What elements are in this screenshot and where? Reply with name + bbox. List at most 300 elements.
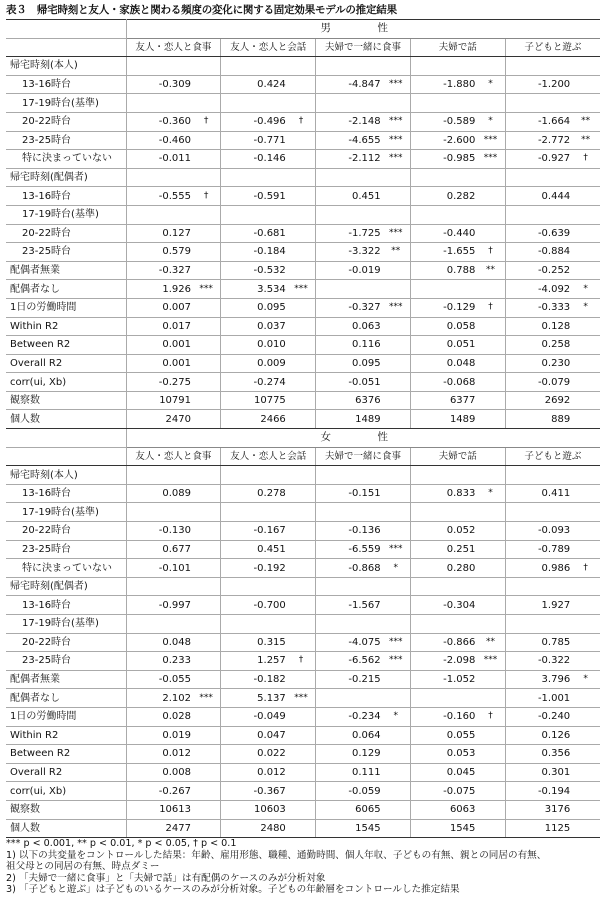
corner-cell (6, 38, 126, 57)
significance-cell (287, 466, 316, 485)
note-line: 祖父母との同居の有無、時点ダミー (6, 861, 160, 873)
significance-cell (382, 205, 411, 224)
coef-cell (126, 57, 192, 76)
significance-cell (192, 726, 221, 745)
column-header: 友人・恋人と食事 (126, 38, 221, 57)
coef-cell: 0.012 (126, 745, 192, 764)
coef-cell: -1.052 (410, 670, 476, 689)
significance-cell (571, 577, 600, 596)
coef-cell: -0.160 (410, 707, 476, 726)
coef-cell: 0.095 (316, 354, 382, 373)
significance-cell (571, 336, 600, 355)
coef-cell: -0.789 (505, 540, 571, 559)
significance-cell (287, 224, 316, 243)
coef-cell (505, 168, 571, 187)
significance-cell (571, 243, 600, 262)
significance-cell (571, 391, 600, 410)
coef-cell (316, 168, 382, 187)
row-label: 配偶者なし (6, 280, 126, 299)
significance-cell (287, 707, 316, 726)
significance-cell (192, 336, 221, 355)
coef-cell: 1.926 (126, 280, 192, 299)
coef-cell: 0.677 (126, 540, 192, 559)
row-label: 23-25時台 (6, 652, 126, 671)
coef-cell: 0.055 (410, 726, 476, 745)
significance-cell (192, 466, 221, 485)
coef-cell: 0.048 (126, 633, 192, 652)
column-header: 友人・恋人と会話 (221, 38, 316, 57)
table-row (6, 503, 600, 522)
significance-cell (476, 187, 505, 206)
significance-cell (192, 484, 221, 503)
row-label: 23-25時台 (6, 131, 126, 150)
significance-cell (382, 819, 411, 838)
coef-cell: 0.127 (126, 224, 192, 243)
significance-cell: ** (571, 131, 600, 150)
column-header: 夫婦で一緒に食事 (316, 447, 411, 466)
row-label: 13-16時台 (6, 187, 126, 206)
coef-cell (316, 577, 382, 596)
table-row (6, 819, 600, 838)
coef-cell: 2470 (126, 410, 192, 429)
table-row (6, 94, 600, 113)
note-line: 2) 「夫婦で一緒に食事」と「夫婦で話」は有配偶のケースのみが分析対象 (6, 872, 326, 884)
coef-cell: -0.591 (221, 187, 287, 206)
coef-cell: 0.052 (410, 522, 476, 541)
coef-cell: -0.051 (316, 373, 382, 392)
significance-cell (476, 410, 505, 429)
coef-cell: -0.532 (221, 261, 287, 280)
coef-cell: -1.001 (505, 689, 571, 708)
coef-cell (505, 615, 571, 634)
column-header: 夫婦で一緒に食事 (316, 38, 411, 57)
table-row (6, 466, 600, 485)
row-label: Between R2 (6, 336, 126, 355)
coef-cell: -0.700 (221, 596, 287, 615)
significance-cell (382, 689, 411, 708)
significance-cell (571, 75, 600, 94)
column-header: 友人・恋人と食事 (126, 447, 221, 466)
coef-cell (505, 466, 571, 485)
coef-cell (316, 503, 382, 522)
coef-cell: 2466 (221, 410, 287, 429)
table-row (6, 782, 600, 801)
significance-cell (382, 484, 411, 503)
significance-cell (192, 373, 221, 392)
table-row (6, 75, 600, 94)
significance-cell (287, 298, 316, 317)
significance-cell (476, 596, 505, 615)
significance-cell (571, 410, 600, 429)
table-row (6, 559, 600, 578)
coef-cell: -0.333 (505, 298, 571, 317)
significance-cell (571, 354, 600, 373)
significance-cell (382, 800, 411, 819)
coef-cell: -0.555 (126, 187, 192, 206)
coef-cell: 0.251 (410, 540, 476, 559)
table-row (6, 745, 600, 764)
significance-cell (382, 391, 411, 410)
coef-cell: 10775 (221, 391, 287, 410)
coef-cell (221, 205, 287, 224)
coef-cell: -0.322 (505, 652, 571, 671)
significance-cell: ** (476, 261, 505, 280)
note-line: *** p < 0.001, ** p < 0.01, * p < 0.05, † p < 0.1 (6, 838, 237, 849)
coef-cell: 2477 (126, 819, 192, 838)
row-label: Overall R2 (6, 763, 126, 782)
significance-cell (287, 559, 316, 578)
coef-cell: 0.037 (221, 317, 287, 336)
coef-cell: 0.045 (410, 763, 476, 782)
coef-cell (505, 577, 571, 596)
significance-cell (382, 670, 411, 689)
significance-cell: *** (382, 540, 411, 559)
coef-cell (221, 615, 287, 634)
row-label: 特に決まっていない (6, 559, 126, 578)
significance-cell (571, 689, 600, 708)
significance-cell (476, 540, 505, 559)
group-header-row (6, 429, 600, 448)
significance-cell (192, 819, 221, 838)
significance-cell (287, 391, 316, 410)
coef-cell: 0.278 (221, 484, 287, 503)
coef-cell: -0.367 (221, 782, 287, 801)
significance-cell: * (476, 112, 505, 131)
coef-cell (410, 615, 476, 634)
row-label: 20-22時台 (6, 522, 126, 541)
coef-cell: 0.833 (410, 484, 476, 503)
coef-cell: 0.128 (505, 317, 571, 336)
significance-cell (192, 261, 221, 280)
significance-cell (287, 373, 316, 392)
coef-cell: 0.089 (126, 484, 192, 503)
significance-cell (192, 559, 221, 578)
coef-cell: 3.796 (505, 670, 571, 689)
significance-cell (476, 819, 505, 838)
coef-cell: 0.111 (316, 763, 382, 782)
significance-cell (287, 522, 316, 541)
coef-cell: 0.280 (410, 559, 476, 578)
table-row (6, 707, 600, 726)
significance-cell (382, 763, 411, 782)
significance-cell (382, 354, 411, 373)
significance-cell (476, 522, 505, 541)
coef-cell (316, 205, 382, 224)
coef-cell: 0.424 (221, 75, 287, 94)
row-label: 個人数 (6, 410, 126, 429)
coef-cell (316, 57, 382, 76)
coef-cell: -0.440 (410, 224, 476, 243)
coef-cell: 6063 (410, 800, 476, 819)
significance-cell (287, 317, 316, 336)
significance-cell (476, 800, 505, 819)
coef-cell: -0.019 (316, 261, 382, 280)
row-label: 帰宅時刻(配偶者) (6, 168, 126, 187)
significance-cell (192, 652, 221, 671)
table-row (6, 596, 600, 615)
column-header: 夫婦で話 (410, 447, 505, 466)
table-row (6, 168, 600, 187)
significance-cell (476, 224, 505, 243)
coef-cell: -2.772 (505, 131, 571, 150)
coef-cell (410, 205, 476, 224)
significance-cell (192, 243, 221, 262)
coef-cell: -0.215 (316, 670, 382, 689)
row-label: 20-22時台 (6, 224, 126, 243)
significance-cell (476, 745, 505, 764)
coef-cell: 0.007 (126, 298, 192, 317)
coef-cell: 0.129 (316, 745, 382, 764)
row-label: 17-19時台(基準) (6, 615, 126, 634)
coef-cell (505, 94, 571, 113)
significance-cell (287, 503, 316, 522)
table-row (6, 150, 600, 169)
coef-cell: 1.257 (221, 652, 287, 671)
significance-cell (192, 317, 221, 336)
significance-cell (287, 187, 316, 206)
significance-cell (287, 745, 316, 764)
coef-cell: -0.049 (221, 707, 287, 726)
significance-cell (476, 205, 505, 224)
coef-cell (126, 577, 192, 596)
coef-cell: -0.327 (126, 261, 192, 280)
table-row (6, 131, 600, 150)
coef-cell: -0.275 (126, 373, 192, 392)
significance-cell (382, 373, 411, 392)
significance-cell (287, 615, 316, 634)
coef-cell: 0.579 (126, 243, 192, 262)
coef-cell (410, 280, 476, 299)
table-title: 表３ 帰宅時刻と友人・家族と関わる頻度の変化に関する固定効果モデルの推定結果 (6, 4, 397, 16)
significance-cell (382, 280, 411, 299)
significance-cell (476, 57, 505, 76)
coef-cell: 0.282 (410, 187, 476, 206)
table-row (6, 57, 600, 76)
significance-cell (571, 800, 600, 819)
table-row (6, 391, 600, 410)
significance-cell (571, 503, 600, 522)
table-row (6, 317, 600, 336)
coef-cell: 6377 (410, 391, 476, 410)
coef-cell (316, 94, 382, 113)
table-row (6, 522, 600, 541)
column-header-row (6, 447, 600, 466)
significance-cell (571, 466, 600, 485)
significance-cell (287, 150, 316, 169)
coef-cell: -0.192 (221, 559, 287, 578)
row-label: 17-19時台(基準) (6, 503, 126, 522)
significance-cell (382, 596, 411, 615)
significance-cell (192, 75, 221, 94)
coef-cell: 0.356 (505, 745, 571, 764)
significance-cell (382, 577, 411, 596)
significance-cell (192, 168, 221, 187)
table-row (6, 112, 600, 131)
coef-cell: 0.230 (505, 354, 571, 373)
row-label: 17-19時台(基準) (6, 94, 126, 113)
coef-cell: 0.785 (505, 633, 571, 652)
significance-cell (192, 503, 221, 522)
coef-cell: -1.664 (505, 112, 571, 131)
coef-cell: -0.884 (505, 243, 571, 262)
significance-cell (571, 707, 600, 726)
significance-cell: *** (476, 652, 505, 671)
coef-cell: -2.600 (410, 131, 476, 150)
significance-cell: *** (192, 280, 221, 299)
coef-cell (316, 689, 382, 708)
coef-cell: 0.233 (126, 652, 192, 671)
significance-cell (287, 410, 316, 429)
row-label: Within R2 (6, 726, 126, 745)
significance-cell (382, 503, 411, 522)
coef-cell (126, 466, 192, 485)
significance-cell (192, 596, 221, 615)
coef-cell: 10613 (126, 800, 192, 819)
coef-cell (410, 503, 476, 522)
coef-cell: 1545 (410, 819, 476, 838)
significance-cell (476, 373, 505, 392)
significance-cell: * (571, 670, 600, 689)
table-row (6, 800, 600, 819)
coef-cell (410, 466, 476, 485)
significance-cell (287, 205, 316, 224)
significance-cell: † (476, 298, 505, 317)
coef-cell: 0.444 (505, 187, 571, 206)
significance-cell (192, 763, 221, 782)
significance-cell (571, 745, 600, 764)
significance-cell (476, 466, 505, 485)
coef-cell: 2692 (505, 391, 571, 410)
corner-cell (6, 429, 126, 448)
significance-cell (192, 205, 221, 224)
coef-cell (410, 168, 476, 187)
table-row (6, 763, 600, 782)
significance-cell (287, 540, 316, 559)
significance-cell (287, 596, 316, 615)
coef-cell (221, 57, 287, 76)
significance-cell (571, 596, 600, 615)
column-header: 友人・恋人と会話 (221, 447, 316, 466)
coef-cell: -4.075 (316, 633, 382, 652)
coef-cell (221, 168, 287, 187)
row-label: 配偶者無業 (6, 261, 126, 280)
coef-cell: 0.017 (126, 317, 192, 336)
row-label: 観察数 (6, 391, 126, 410)
coef-cell: 2.102 (126, 689, 192, 708)
corner-cell (6, 447, 126, 466)
coef-cell: 0.010 (221, 336, 287, 355)
significance-cell (476, 391, 505, 410)
coef-cell: 0.012 (221, 763, 287, 782)
significance-cell (571, 57, 600, 76)
significance-cell (192, 522, 221, 541)
row-label: 帰宅時刻(配偶者) (6, 577, 126, 596)
row-label: 帰宅時刻(本人) (6, 466, 126, 485)
coef-cell: -0.997 (126, 596, 192, 615)
coef-cell: 0.022 (221, 745, 287, 764)
significance-cell (382, 410, 411, 429)
coef-cell: 0.064 (316, 726, 382, 745)
coef-cell: -1.655 (410, 243, 476, 262)
significance-cell: *** (382, 131, 411, 150)
column-header: 子どもと遊ぶ (505, 447, 600, 466)
note-line: 3) 「子どもと遊ぶ」は子どものいるケースのみが分析対象。子どもの年齢層をコントロールした推定結果 (6, 884, 460, 896)
coef-cell (505, 57, 571, 76)
significance-cell (571, 726, 600, 745)
coef-cell (126, 94, 192, 113)
significance-cell (382, 317, 411, 336)
coef-cell: 0.008 (126, 763, 192, 782)
coef-cell: 2480 (221, 819, 287, 838)
significance-cell (571, 168, 600, 187)
coef-cell (410, 577, 476, 596)
coef-cell: -0.985 (410, 150, 476, 169)
table-row (6, 187, 600, 206)
coef-cell: 1489 (410, 410, 476, 429)
row-label: 20-22時台 (6, 633, 126, 652)
coef-cell (505, 205, 571, 224)
table-row (6, 577, 600, 596)
significance-cell (287, 633, 316, 652)
coef-cell: -4.655 (316, 131, 382, 150)
significance-cell (571, 373, 600, 392)
significance-cell: *** (287, 689, 316, 708)
coef-cell: 0.047 (221, 726, 287, 745)
significance-cell: ** (382, 243, 411, 262)
coef-cell (221, 466, 287, 485)
significance-cell: *** (382, 112, 411, 131)
significance-cell (382, 745, 411, 764)
significance-cell: † (476, 243, 505, 262)
coef-cell: -0.460 (126, 131, 192, 150)
coef-cell (126, 168, 192, 187)
significance-cell: † (571, 150, 600, 169)
table-row (6, 689, 600, 708)
coef-cell: 1545 (316, 819, 382, 838)
significance-cell (571, 633, 600, 652)
coef-cell: -1.200 (505, 75, 571, 94)
significance-cell: *** (382, 633, 411, 652)
significance-cell (382, 261, 411, 280)
significance-cell: † (287, 652, 316, 671)
coef-cell: -0.079 (505, 373, 571, 392)
coef-cell: -0.129 (410, 298, 476, 317)
coef-cell: -2.148 (316, 112, 382, 131)
table-row (6, 336, 600, 355)
significance-cell (382, 57, 411, 76)
table-notes (6, 838, 606, 896)
row-label: 13-16時台 (6, 484, 126, 503)
significance-cell (476, 503, 505, 522)
coef-cell: 6376 (316, 391, 382, 410)
significance-cell (287, 670, 316, 689)
significance-cell: *** (476, 150, 505, 169)
significance-cell (192, 131, 221, 150)
coef-cell: 6065 (316, 800, 382, 819)
row-label: 1日の労働時間 (6, 298, 126, 317)
coef-cell: -0.866 (410, 633, 476, 652)
coef-cell: -0.146 (221, 150, 287, 169)
significance-cell (192, 150, 221, 169)
row-label: 配偶者なし (6, 689, 126, 708)
coef-cell: -1.880 (410, 75, 476, 94)
coef-cell (316, 280, 382, 299)
coef-cell: -0.075 (410, 782, 476, 801)
coef-cell (316, 466, 382, 485)
coef-cell: -4.092 (505, 280, 571, 299)
significance-cell: *** (287, 280, 316, 299)
coef-cell: -0.681 (221, 224, 287, 243)
